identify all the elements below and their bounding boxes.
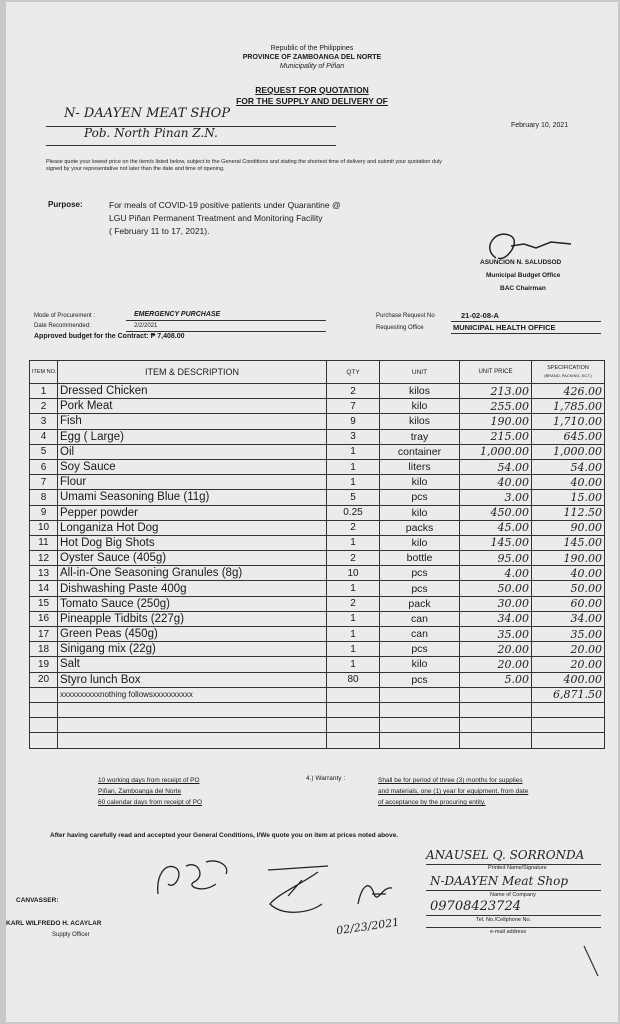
cell-no: 12 (30, 551, 58, 566)
cell-empty (380, 733, 460, 748)
table-row (30, 535, 605, 550)
canvasser-label: CANVASSER: (16, 897, 59, 904)
cell-no: 16 (30, 611, 58, 626)
cell-unit: bottle (380, 551, 460, 566)
canvasser-name: KARL WILFREDO H. ACAYLAR (6, 920, 102, 927)
cell-desc: Salt (58, 657, 327, 672)
cell-desc: Egg ( Large) (58, 429, 327, 444)
cell-empty (532, 733, 605, 748)
cell-spec: 1,785.00 (532, 399, 605, 414)
cell-desc: Dishwashing Paste 400g (58, 581, 327, 596)
col-unit: UNIT (380, 361, 460, 384)
cell-price: 450.00 (460, 505, 532, 520)
instructions: Please quote your lowest price on the item/s listed below, subject to the General Conditions and stating the shortest time of delivery and submit your quotation duly signed by your representative not later than the date and time of opening. (46, 159, 442, 172)
cell-no: 2 (30, 399, 58, 414)
cell-qty: 2 (327, 520, 380, 535)
cell-spec: 60.00 (532, 596, 605, 611)
table-row (30, 399, 605, 414)
cell-qty: 3 (327, 429, 380, 444)
cell-desc: All-in-One Seasoning Granules (8g) (58, 566, 327, 581)
cell-unit: pcs (380, 642, 460, 657)
cell-spec: 34.00 (532, 611, 605, 626)
rfq-subtitle: FOR THE SUPPLY AND DELIVERY OF (236, 96, 388, 106)
cell-qty: 1 (327, 627, 380, 642)
table-row (30, 657, 605, 672)
cell-no: 5 (30, 444, 58, 459)
rfq-title: REQUEST FOR QUOTATION (255, 85, 369, 95)
table-row (30, 414, 605, 429)
supplier-address-line (46, 145, 336, 146)
cell-desc: Hot Dog Big Shots (58, 535, 327, 550)
cell-unit: kilos (380, 414, 460, 429)
cell-unit: kilo (380, 657, 460, 672)
cell-unit: container (380, 444, 460, 459)
republic-line: Republic of the Philippines (270, 45, 354, 52)
purpose-line: For meals of COVID-19 positive patients under Quarantine @ (109, 200, 341, 210)
cell-empty (30, 718, 58, 733)
cell-price: 255.00 (460, 399, 532, 414)
cell-empty (327, 687, 380, 702)
date-rec-value: 2/2/2021 (134, 323, 158, 329)
cell-empty (460, 702, 532, 717)
cell-desc: Soy Sauce (58, 459, 327, 474)
approval-signature (352, 874, 402, 914)
cell-desc: Longaniza Hot Dog (58, 520, 327, 535)
cell-qty: 1 (327, 657, 380, 672)
col-specification (532, 361, 605, 384)
cell-qty: 2 (327, 596, 380, 611)
cell-unit: pcs (380, 672, 460, 687)
cell-empty (58, 733, 327, 748)
office-line (451, 333, 601, 334)
mode-label: Mode of Procurement : (34, 313, 96, 319)
cell-spec: 426.00 (532, 384, 605, 399)
cell-price: 20.00 (460, 657, 532, 672)
cell-qty: 2 (327, 384, 380, 399)
table-row (30, 384, 605, 399)
budget-label-text: Approved budget for the Contract: (34, 333, 149, 340)
cell-unit: kilo (380, 475, 460, 490)
empty-row (30, 718, 605, 733)
cell-unit: can (380, 627, 460, 642)
cell-no: 20 (30, 672, 58, 687)
cell-unit: can (380, 611, 460, 626)
purpose-label: Purpose: (48, 200, 83, 209)
cell-no: 10 (30, 520, 58, 535)
table-row (30, 459, 605, 474)
cell-price: 1,000.00 (460, 444, 532, 459)
validity-term: 60 calendar days from receipt of PO (98, 799, 203, 806)
canvasser-signature (146, 854, 236, 904)
cell-qty: 9 (327, 414, 380, 429)
cell-qty: 1 (327, 642, 380, 657)
canvasser-title: Supply Officer (52, 932, 90, 938)
cell-price: 45.00 (460, 520, 532, 535)
table-row (30, 429, 605, 444)
cell-no: 14 (30, 581, 58, 596)
cell-qty: 1 (327, 535, 380, 550)
cell-no: 19 (30, 657, 58, 672)
cell-unit: tray (380, 429, 460, 444)
municipality-line: Municipality of Piñan (279, 63, 345, 70)
cell-unit: pack (380, 596, 460, 611)
cell-unit: kilo (380, 535, 460, 550)
table-row (30, 581, 605, 596)
cell-desc: Umami Seasoning Blue (11g) (58, 490, 327, 505)
table-row (30, 672, 605, 687)
purpose-line: ( February 11 to 17, 2021). (109, 226, 210, 236)
cell-unit: kilos (380, 384, 460, 399)
printed-name-label: Printed Name/Signature (488, 865, 547, 871)
official-signature (258, 860, 338, 922)
cell-desc: Oyster Sauce (405g) (58, 551, 327, 566)
cell-unit: packs (380, 520, 460, 535)
cell-price: 215.00 (460, 429, 532, 444)
cell-qty: 2 (327, 551, 380, 566)
cell-desc: Flour (58, 475, 327, 490)
cell-empty (380, 687, 460, 702)
cell-qty: 80 (327, 672, 380, 687)
supplier-address: Pob. North Pinan Z.N. (84, 126, 218, 140)
cell-no: 9 (30, 505, 58, 520)
col-unit-price: UNIT PRICE (460, 361, 532, 384)
warranty-line: of acceptance by the procuring entity. (378, 799, 486, 806)
cell-price: 30.00 (460, 596, 532, 611)
cell-qty: 1 (327, 611, 380, 626)
cell-empty (380, 702, 460, 717)
cell-unit: pcs (380, 490, 460, 505)
supplier-name: N- DAAYEN MEAT SHOP (64, 106, 231, 121)
cell-spec: 54.00 (532, 459, 605, 474)
cell-spec: 40.00 (532, 566, 605, 581)
col-description: ITEM & DESCRIPTION (58, 361, 327, 384)
cell-desc: Green Peas (450g) (58, 627, 327, 642)
col-spec-sub: (BRAND, PACKING, ECT.) (544, 373, 592, 378)
cell-desc: Dressed Chicken (58, 384, 327, 399)
cell-spec: 35.00 (532, 627, 605, 642)
acceptance-text: After having carefully read and accepted your General Conditions, I/We quote you on item at prices noted above. (50, 832, 399, 839)
date-rec-line (126, 331, 326, 332)
cell-spec: 1,710.00 (532, 414, 605, 429)
cell-empty (532, 718, 605, 733)
empty-row (30, 702, 605, 717)
office-label: Requesting Office (376, 325, 424, 331)
cell-no: 6 (30, 459, 58, 474)
cell-qty: 1 (327, 459, 380, 474)
supplier-company-line (426, 890, 601, 891)
cell-spec: 190.00 (532, 551, 605, 566)
table-row (30, 611, 605, 626)
cell-unit: pcs (380, 581, 460, 596)
cell-empty (30, 733, 58, 748)
cell-price: 190.00 (460, 414, 532, 429)
cell-price: 34.00 (460, 611, 532, 626)
cell-spec: 50.00 (532, 581, 605, 596)
bac-title: BAC Chairman (500, 285, 546, 292)
cell-empty (327, 733, 380, 748)
cell-spec: 1,000.00 (532, 444, 605, 459)
nothing-follows: xxxxxxxxxxnothing followsxxxxxxxxxx (58, 687, 327, 702)
cell-qty: 1 (327, 475, 380, 490)
table-row (30, 642, 605, 657)
cell-price: 35.00 (460, 627, 532, 642)
col-spec-title: SPECIFICATION (547, 365, 589, 371)
pr-label: Purchase Request No (376, 313, 435, 319)
cell-no: 4 (30, 429, 58, 444)
rfq-date: February 10, 2021 (511, 122, 569, 129)
delivery-place: Piñan, Zamboanga del Norte (98, 788, 182, 795)
supplier-company: N-DAAYEN Meat Shop (430, 874, 569, 888)
cell-no: 8 (30, 490, 58, 505)
cell-empty (532, 702, 605, 717)
cell-desc: Tomato Sauce (250g) (58, 596, 327, 611)
warranty-line: and materials, one (1) year for equipment, from date (378, 788, 529, 795)
nothing-follows-row (30, 687, 605, 702)
table-row (30, 596, 605, 611)
cell-unit: pcs (380, 566, 460, 581)
cell-spec: 400.00 (532, 672, 605, 687)
cell-desc: Oil (58, 444, 327, 459)
cell-qty: 0.25 (327, 505, 380, 520)
cell-empty (58, 718, 327, 733)
phone-label: Tel. No./Cellphone No. (476, 917, 532, 923)
cell-qty: 1 (327, 581, 380, 596)
supplier-phone: 09708423724 (430, 899, 521, 914)
table-row (30, 566, 605, 581)
cell-no: 1 (30, 384, 58, 399)
table-row (30, 627, 605, 642)
table-header-row (30, 361, 605, 384)
cell-unit: kilo (380, 399, 460, 414)
pr-line (451, 321, 601, 322)
table-row (30, 551, 605, 566)
purpose-line: LGU Piñan Permanent Treatment and Monitoring Facility (109, 213, 323, 223)
cell-desc: Pepper powder (58, 505, 327, 520)
items-table (29, 360, 605, 749)
cell-price: 95.00 (460, 551, 532, 566)
bac-name: ASUNCION N. SALUDSOD (480, 259, 562, 266)
cell-spec: 40.00 (532, 475, 605, 490)
cell-qty: 10 (327, 566, 380, 581)
cell-unit: liters (380, 459, 460, 474)
rfq-document (6, 2, 618, 1022)
cell-price: 54.00 (460, 459, 532, 474)
purpose-text (109, 199, 341, 238)
cell-price: 5.00 (460, 672, 532, 687)
cell-no: 13 (30, 566, 58, 581)
bac-office: Municipal Budget Office (486, 272, 561, 279)
delivery-term: 10 working days from receipt of PO (98, 777, 200, 784)
cell-no: 3 (30, 414, 58, 429)
cell-spec: 112.50 (532, 505, 605, 520)
table-row (30, 520, 605, 535)
cell-empty (327, 702, 380, 717)
mode-value: EMERGENCY PURCHASE (134, 311, 221, 318)
delivery-conditions (98, 775, 202, 808)
cell-spec: 645.00 (532, 429, 605, 444)
cell-price: 40.00 (460, 475, 532, 490)
cell-spec: 20.00 (532, 657, 605, 672)
cell-no: 18 (30, 642, 58, 657)
cell-qty: 7 (327, 399, 380, 414)
warranty-line: Shall be for period of three (3) months for supplies (378, 777, 523, 784)
col-qty: QTY (327, 361, 380, 384)
warranty-text (378, 775, 528, 808)
cell-price: 50.00 (460, 581, 532, 596)
supplier-printed-name: ANAUSEL Q. SORRONDA (426, 848, 585, 862)
cell-qty: 1 (327, 444, 380, 459)
cell-no: 17 (30, 627, 58, 642)
cell-no: 7 (30, 475, 58, 490)
cell-empty (460, 733, 532, 748)
warranty-label: 4.) Warranty : (306, 775, 346, 782)
budget-value: ₱ 7,408.00 (150, 333, 185, 340)
cell-empty (30, 687, 58, 702)
table-row (30, 505, 605, 520)
cell-price: 20.00 (460, 642, 532, 657)
cell-spec: 15.00 (532, 490, 605, 505)
pen-mark (576, 942, 606, 982)
email-label: e-mail address (490, 929, 527, 935)
cell-no: 11 (30, 535, 58, 550)
cell-price: 3.00 (460, 490, 532, 505)
col-item-no: ITEM NO. (30, 361, 58, 384)
cell-empty (30, 702, 58, 717)
grand-total: 6,871.50 (532, 687, 605, 702)
cell-desc: Styro lunch Box (58, 672, 327, 687)
cell-desc: Pork Meat (58, 399, 327, 414)
pr-value: 21-02-08-A (461, 311, 499, 320)
cell-desc: Fish (58, 414, 327, 429)
cell-empty (327, 718, 380, 733)
cell-unit: kilo (380, 505, 460, 520)
empty-row (30, 733, 605, 748)
cell-desc: Pineapple Tidbits (227g) (58, 611, 327, 626)
cell-empty (460, 687, 532, 702)
cell-desc: Sinigang mix (22g) (58, 642, 327, 657)
cell-price: 145.00 (460, 535, 532, 550)
cell-spec: 20.00 (532, 642, 605, 657)
cell-empty (380, 718, 460, 733)
cell-qty: 5 (327, 490, 380, 505)
cell-spec: 145.00 (532, 535, 605, 550)
cell-price: 213.00 (460, 384, 532, 399)
date-rec-label: Date Recommended: (34, 323, 91, 329)
table-row (30, 444, 605, 459)
cell-no: 15 (30, 596, 58, 611)
supplier-phone-line (426, 915, 601, 916)
province-line: PROVINCE OF ZAMBOANGA DEL NORTE (242, 54, 382, 61)
table-row (30, 475, 605, 490)
mode-line (126, 320, 326, 321)
email-line (426, 927, 601, 928)
table-row (30, 490, 605, 505)
office-value: MUNICIPAL HEALTH OFFICE (453, 323, 556, 332)
company-label: Name of Company (490, 892, 536, 898)
cell-empty (460, 718, 532, 733)
cell-empty (58, 702, 327, 717)
cell-price: 4.00 (460, 566, 532, 581)
cell-spec: 90.00 (532, 520, 605, 535)
sign-date: 02/23/2021 (335, 915, 401, 938)
budget-label (34, 333, 185, 340)
